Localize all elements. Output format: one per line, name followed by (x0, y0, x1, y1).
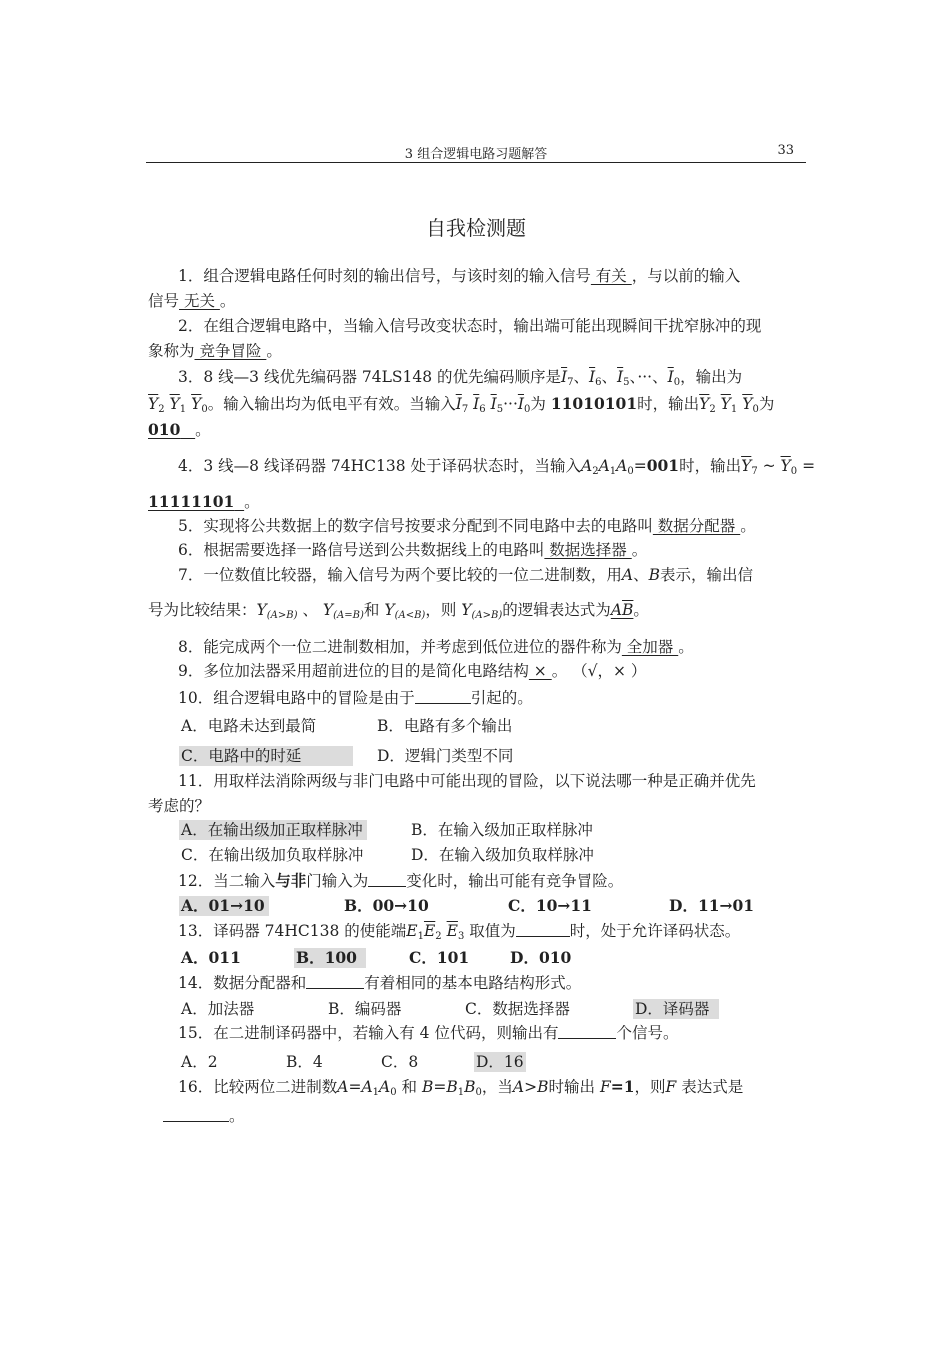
q11-line1: 11．用取样法消除两级与非门电路中可能出现的冒险，以下说法哪一种是正确并优先 (178, 772, 756, 790)
q1-answer1: 有关 (590, 267, 632, 285)
q12-option-c: C．10→11 (508, 896, 592, 915)
q14-option-b: B．编码器 (328, 1000, 402, 1018)
q7-line2: 号为比较结果：$Y_{(A>B)}$ 、 $Y_{(A=B)}$和 $Y_{(A<B)}$，则 $Y_{(A>B)}$的逻辑表达式为AB。 (148, 601, 649, 621)
q14-line: 14．数据分配器和 有着相同的基本电路结构形式。 (178, 974, 582, 992)
q13-option-a: A．011 (181, 948, 241, 967)
q16-line2: 。 (163, 1106, 245, 1126)
q15-blank (558, 1024, 616, 1039)
q3-line1: 3．8 线—3 线优先编码器 74LS148 的优先编码顺序是$\overline{I}_7$、$\overline{I}_6$、$\overline{I}_5$、···、$\overline{I}_0$，输出为 (178, 368, 743, 388)
q12-option-a: A．01→10 (179, 896, 269, 916)
q11-option-b: B．在输入级加正取样脉冲 (411, 821, 593, 839)
q4-answer: 11111101 (148, 492, 235, 511)
q10-option-b: B．电路有多个输出 (377, 717, 513, 735)
q9-answer: × (528, 662, 552, 680)
q1-answer2: 无关 (179, 292, 220, 310)
q11-option-c: C．在输出级加负取样脉冲 (181, 846, 364, 864)
q12-option-d: D．11→01 (669, 896, 755, 915)
q14-option-d: D．译码器 (633, 999, 719, 1019)
q4-line1: 4．3 线—8 线译码器 74HC138 处于译码状态时，当输入$A_2A_1A_0=001$时，输出$\overline{Y}_7$ ~ $\overline{Y}_0$ = (178, 456, 816, 477)
header-title: 3 组合逻辑电路习题解答 (404, 147, 548, 162)
section-heading: 自我检测题 (426, 216, 526, 240)
q3-line3: 010 。 (148, 420, 211, 439)
q4-line2: 11111101 。 (148, 492, 260, 511)
q6-answer: 数据选择器 (544, 541, 632, 559)
q1-line1: 1．组合逻辑电路任何时刻的输出信号，与该时刻的输入信号 有关 ，与以前的输入 (178, 267, 741, 285)
q14-option-c: C．数据选择器 (465, 1000, 570, 1018)
q2-answer: 竞争冒险 (194, 342, 267, 360)
q5-line: 5．实现将公共数据上的数字信号按要求分配到不同电路中去的电路叫 数据分配器 。 (178, 517, 756, 535)
q14-option-a: A．加法器 (181, 1000, 255, 1018)
q6-line: 6．根据需要选择一路信号送到公共数据线上的电路叫 数据选择器 。 (178, 541, 648, 559)
q7-answer: AB (610, 601, 634, 619)
q16-blank (163, 1107, 229, 1122)
q10-option-a: A．电路未达到最简 (181, 717, 317, 735)
page-number: 33 (777, 143, 794, 158)
q12-line: 12．当二输入与非门输入为 变化时，输出可能有竞争冒险。 (178, 872, 624, 890)
q16-line1: 16．比较两位二进制数$A=A_1A_0$ 和 $B=B_1B_0$，当A>B时输出 F=1，则F 表达式是 (178, 1077, 744, 1098)
q11-line2: 考虑的？ (148, 797, 211, 815)
q13-option-d: D．010 (510, 948, 572, 967)
q13-option-b: B．100 (294, 948, 366, 968)
q3-line2: $\overline{Y}_2$ $\overline{Y}_1$ $\overline{Y}_0$。输入输出均为低电平有效。当输入$\overline{I}_7$ $\overline{I}_6$ $\overline{I}_5\cdot\cdot\cdot\overline{I}_0$为 11010101时，输出$\overline{Y}_2$ $\overline{Y}_1$ $\overline{Y}_0$为 (148, 394, 775, 415)
q8-answer: 全加器 (621, 638, 679, 656)
q13-option-c: C．101 (409, 948, 470, 967)
q10-blank (415, 689, 471, 704)
q15-option-a: A．2 (181, 1053, 218, 1071)
q13-line: 13．译码器 74HC138 的使能端$E_1\overline{E}_2$ $\overline{E}_3$ 取值为 时，处于允许译码状态。 (178, 922, 741, 942)
running-header (146, 142, 806, 163)
q2-line2: 象称为 竞争冒险 。 (148, 342, 282, 360)
q3-answer: 010 (148, 420, 181, 439)
q14-blank (306, 974, 364, 989)
q15-option-b: B．4 (286, 1053, 323, 1071)
q15-option-c: C．8 (381, 1053, 419, 1071)
q8-line: 8．能完成两个一位二进制数相加，并考虑到低位进位的器件称为 全加器 。 (178, 638, 694, 656)
q12-option-b: B．00→10 (344, 896, 429, 915)
q10-option-d: D．逻辑门类型不同 (377, 747, 514, 765)
q9-line: 9．多位加法器采用超前进位的目的是简化电路结构 × 。 （√，× ） (178, 662, 647, 680)
q1-line2: 信号 无关 。 (148, 292, 236, 310)
q12-blank (368, 872, 406, 887)
q5-answer: 数据分配器 (652, 517, 741, 535)
q11-option-a: A．在输出级加正取样脉冲 (179, 820, 367, 840)
q10-line: 10．组合逻辑电路中的冒险是由于 引起的。 (178, 689, 533, 707)
q10-option-c: C．电路中的时延 (179, 746, 353, 766)
q13-blank (516, 922, 570, 937)
q11-option-d: D．在输入级加负取样脉冲 (411, 846, 594, 864)
q15-option-d: D．16 (474, 1052, 526, 1072)
q7-line1: 7．一位数值比较器，输入信号为两个要比较的一位二进制数，用A、B表示，输出信 (178, 566, 753, 584)
q15-line: 15．在二进制译码器中，若输入有 4 位代码，则输出有 个信号。 (178, 1024, 679, 1042)
q2-line1: 2．在组合逻辑电路中，当输入信号改变状态时，输出端可能出现瞬间干扰窄脉冲的现 (178, 317, 762, 335)
